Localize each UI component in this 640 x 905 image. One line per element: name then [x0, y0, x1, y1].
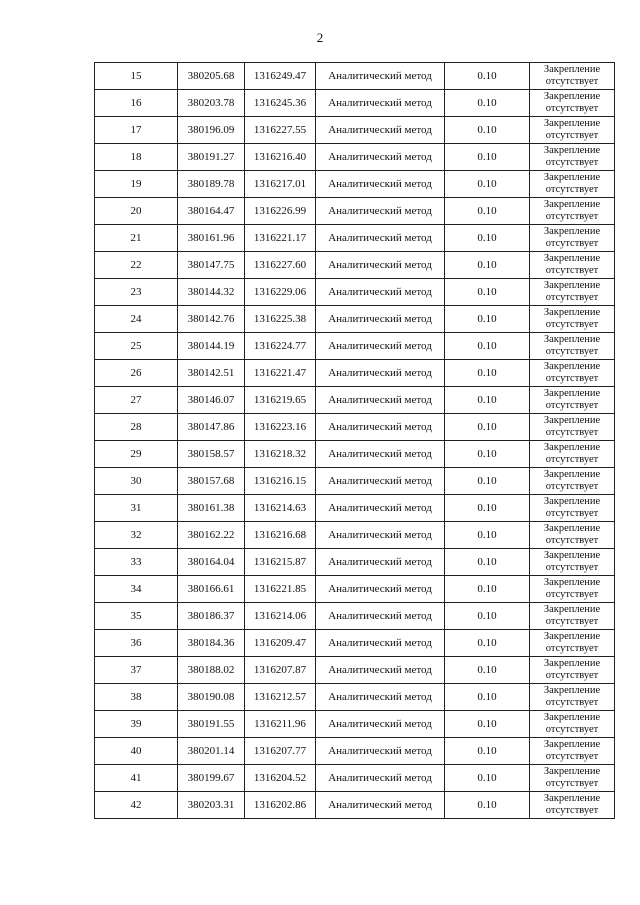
accuracy-cell: 0.10	[445, 279, 530, 306]
x-coordinate-cell: 380199.67	[178, 765, 245, 792]
method-cell: Аналитический метод	[316, 117, 445, 144]
accuracy-cell: 0.10	[445, 198, 530, 225]
table-row	[95, 711, 615, 738]
x-coordinate-cell: 380146.07	[178, 387, 245, 414]
point-number-cell: 17	[95, 117, 178, 144]
fixing-description-cell: Закрепление отсутствует	[530, 522, 615, 549]
method-cell: Аналитический метод	[316, 387, 445, 414]
method-cell: Аналитический метод	[316, 198, 445, 225]
fixing-description-cell: Закрепление отсутствует	[530, 738, 615, 765]
x-coordinate-cell: 380142.76	[178, 306, 245, 333]
accuracy-cell: 0.10	[445, 387, 530, 414]
accuracy-cell: 0.10	[445, 360, 530, 387]
fixing-description-cell: Закрепление отсутствует	[530, 90, 615, 117]
fixing-description-cell: Закрепление отсутствует	[530, 684, 615, 711]
y-coordinate-cell: 1316217.01	[245, 171, 316, 198]
table-row	[95, 414, 615, 441]
y-coordinate-cell: 1316221.85	[245, 576, 316, 603]
table-row	[95, 198, 615, 225]
accuracy-cell: 0.10	[445, 90, 530, 117]
point-number-cell: 26	[95, 360, 178, 387]
x-coordinate-cell: 380190.08	[178, 684, 245, 711]
fixing-description-cell: Закрепление отсутствует	[530, 252, 615, 279]
table-row	[95, 684, 615, 711]
accuracy-cell: 0.10	[445, 441, 530, 468]
accuracy-cell: 0.10	[445, 252, 530, 279]
method-cell: Аналитический метод	[316, 468, 445, 495]
x-coordinate-cell: 380161.38	[178, 495, 245, 522]
method-cell: Аналитический метод	[316, 144, 445, 171]
method-cell: Аналитический метод	[316, 738, 445, 765]
fixing-description-cell: Закрепление отсутствует	[530, 279, 615, 306]
y-coordinate-cell: 1316202.86	[245, 792, 316, 819]
y-coordinate-cell: 1316218.32	[245, 441, 316, 468]
fixing-description-cell: Закрепление отсутствует	[530, 225, 615, 252]
x-coordinate-cell: 380164.47	[178, 198, 245, 225]
method-cell: Аналитический метод	[316, 333, 445, 360]
accuracy-cell: 0.10	[445, 630, 530, 657]
accuracy-cell: 0.10	[445, 171, 530, 198]
table-row	[95, 387, 615, 414]
point-number-cell: 16	[95, 90, 178, 117]
method-cell: Аналитический метод	[316, 576, 445, 603]
point-number-cell: 29	[95, 441, 178, 468]
fixing-description-cell: Закрепление отсутствует	[530, 414, 615, 441]
fixing-description-cell: Закрепление отсутствует	[530, 603, 615, 630]
fixing-description-cell: Закрепление отсутствует	[530, 576, 615, 603]
table-row	[95, 279, 615, 306]
x-coordinate-cell: 380142.51	[178, 360, 245, 387]
fixing-description-cell: Закрепление отсутствует	[530, 171, 615, 198]
x-coordinate-cell: 380157.68	[178, 468, 245, 495]
point-number-cell: 36	[95, 630, 178, 657]
method-cell: Аналитический метод	[316, 765, 445, 792]
method-cell: Аналитический метод	[316, 792, 445, 819]
x-coordinate-cell: 380162.22	[178, 522, 245, 549]
point-number-cell: 30	[95, 468, 178, 495]
accuracy-cell: 0.10	[445, 468, 530, 495]
accuracy-cell: 0.10	[445, 144, 530, 171]
fixing-description-cell: Закрепление отсутствует	[530, 198, 615, 225]
y-coordinate-cell: 1316207.77	[245, 738, 316, 765]
fixing-description-cell: Закрепление отсутствует	[530, 387, 615, 414]
accuracy-cell: 0.10	[445, 684, 530, 711]
point-number-cell: 35	[95, 603, 178, 630]
point-number-cell: 42	[95, 792, 178, 819]
table-row	[95, 90, 615, 117]
point-number-cell: 28	[95, 414, 178, 441]
y-coordinate-cell: 1316223.16	[245, 414, 316, 441]
point-number-cell: 41	[95, 765, 178, 792]
table-row	[95, 360, 615, 387]
x-coordinate-cell: 380203.31	[178, 792, 245, 819]
method-cell: Аналитический метод	[316, 495, 445, 522]
y-coordinate-cell: 1316214.06	[245, 603, 316, 630]
x-coordinate-cell: 380144.32	[178, 279, 245, 306]
table-row	[95, 63, 615, 90]
method-cell: Аналитический метод	[316, 279, 445, 306]
accuracy-cell: 0.10	[445, 738, 530, 765]
y-coordinate-cell: 1316219.65	[245, 387, 316, 414]
accuracy-cell: 0.10	[445, 333, 530, 360]
table-row	[95, 765, 615, 792]
table-row	[95, 117, 615, 144]
accuracy-cell: 0.10	[445, 306, 530, 333]
fixing-description-cell: Закрепление отсутствует	[530, 792, 615, 819]
x-coordinate-cell: 380191.27	[178, 144, 245, 171]
x-coordinate-cell: 380158.57	[178, 441, 245, 468]
table-row	[95, 657, 615, 684]
method-cell: Аналитический метод	[316, 630, 445, 657]
table-row	[95, 171, 615, 198]
x-coordinate-cell: 380147.86	[178, 414, 245, 441]
table-row	[95, 603, 615, 630]
accuracy-cell: 0.10	[445, 63, 530, 90]
accuracy-cell: 0.10	[445, 657, 530, 684]
point-number-cell: 19	[95, 171, 178, 198]
fixing-description-cell: Закрепление отсутствует	[530, 117, 615, 144]
fixing-description-cell: Закрепление отсутствует	[530, 711, 615, 738]
method-cell: Аналитический метод	[316, 414, 445, 441]
page-number: 2	[316, 30, 324, 45]
accuracy-cell: 0.10	[445, 603, 530, 630]
method-cell: Аналитический метод	[316, 306, 445, 333]
method-cell: Аналитический метод	[316, 549, 445, 576]
method-cell: Аналитический метод	[316, 441, 445, 468]
y-coordinate-cell: 1316214.63	[245, 495, 316, 522]
point-number-cell: 24	[95, 306, 178, 333]
x-coordinate-cell: 380205.68	[178, 63, 245, 90]
fixing-description-cell: Закрепление отсутствует	[530, 549, 615, 576]
y-coordinate-cell: 1316229.06	[245, 279, 316, 306]
fixing-description-cell: Закрепление отсутствует	[530, 468, 615, 495]
accuracy-cell: 0.10	[445, 522, 530, 549]
table-row	[95, 495, 615, 522]
method-cell: Аналитический метод	[316, 684, 445, 711]
table-row	[95, 792, 615, 819]
method-cell: Аналитический метод	[316, 63, 445, 90]
table-row	[95, 225, 615, 252]
y-coordinate-cell: 1316227.55	[245, 117, 316, 144]
point-number-cell: 15	[95, 63, 178, 90]
accuracy-cell: 0.10	[445, 765, 530, 792]
fixing-description-cell: Закрепление отсутствует	[530, 333, 615, 360]
x-coordinate-cell: 380189.78	[178, 171, 245, 198]
x-coordinate-cell: 380196.09	[178, 117, 245, 144]
table-row	[95, 144, 615, 171]
point-number-cell: 22	[95, 252, 178, 279]
y-coordinate-cell: 1316207.87	[245, 657, 316, 684]
accuracy-cell: 0.10	[445, 792, 530, 819]
table-row	[95, 738, 615, 765]
y-coordinate-cell: 1316216.40	[245, 144, 316, 171]
y-coordinate-cell: 1316224.77	[245, 333, 316, 360]
fixing-description-cell: Закрепление отсутствует	[530, 495, 615, 522]
accuracy-cell: 0.10	[445, 549, 530, 576]
point-number-cell: 31	[95, 495, 178, 522]
accuracy-cell: 0.10	[445, 711, 530, 738]
table-row	[95, 252, 615, 279]
fixing-description-cell: Закрепление отсутствует	[530, 144, 615, 171]
point-number-cell: 27	[95, 387, 178, 414]
fixing-description-cell: Закрепление отсутствует	[530, 306, 615, 333]
y-coordinate-cell: 1316226.99	[245, 198, 316, 225]
point-number-cell: 39	[95, 711, 178, 738]
x-coordinate-cell: 380186.37	[178, 603, 245, 630]
y-coordinate-cell: 1316211.96	[245, 711, 316, 738]
table-row	[95, 630, 615, 657]
boundary-points-table	[94, 62, 615, 819]
point-number-cell: 18	[95, 144, 178, 171]
x-coordinate-cell: 380161.96	[178, 225, 245, 252]
table-row	[95, 441, 615, 468]
y-coordinate-cell: 1316212.57	[245, 684, 316, 711]
method-cell: Аналитический метод	[316, 90, 445, 117]
table-row	[95, 306, 615, 333]
x-coordinate-cell: 380201.14	[178, 738, 245, 765]
point-number-cell: 25	[95, 333, 178, 360]
fixing-description-cell: Закрепление отсутствует	[530, 765, 615, 792]
x-coordinate-cell: 380164.04	[178, 549, 245, 576]
fixing-description-cell: Закрепление отсутствует	[530, 360, 615, 387]
accuracy-cell: 0.10	[445, 117, 530, 144]
y-coordinate-cell: 1316245.36	[245, 90, 316, 117]
point-number-cell: 33	[95, 549, 178, 576]
accuracy-cell: 0.10	[445, 225, 530, 252]
point-number-cell: 38	[95, 684, 178, 711]
method-cell: Аналитический метод	[316, 657, 445, 684]
method-cell: Аналитический метод	[316, 225, 445, 252]
point-number-cell: 23	[95, 279, 178, 306]
point-number-cell: 37	[95, 657, 178, 684]
method-cell: Аналитический метод	[316, 603, 445, 630]
table-row	[95, 549, 615, 576]
x-coordinate-cell: 380188.02	[178, 657, 245, 684]
method-cell: Аналитический метод	[316, 522, 445, 549]
fixing-description-cell: Закрепление отсутствует	[530, 63, 615, 90]
point-number-cell: 20	[95, 198, 178, 225]
method-cell: Аналитический метод	[316, 252, 445, 279]
table-row	[95, 333, 615, 360]
fixing-description-cell: Закрепление отсутствует	[530, 630, 615, 657]
y-coordinate-cell: 1316216.15	[245, 468, 316, 495]
x-coordinate-cell: 380184.36	[178, 630, 245, 657]
x-coordinate-cell: 380203.78	[178, 90, 245, 117]
y-coordinate-cell: 1316204.52	[245, 765, 316, 792]
accuracy-cell: 0.10	[445, 495, 530, 522]
table-row	[95, 576, 615, 603]
point-number-cell: 34	[95, 576, 178, 603]
point-number-cell: 32	[95, 522, 178, 549]
fixing-description-cell: Закрепление отсутствует	[530, 657, 615, 684]
method-cell: Аналитический метод	[316, 711, 445, 738]
y-coordinate-cell: 1316227.60	[245, 252, 316, 279]
point-number-cell: 21	[95, 225, 178, 252]
table-row	[95, 468, 615, 495]
fixing-description-cell: Закрепление отсутствует	[530, 441, 615, 468]
x-coordinate-cell: 380144.19	[178, 333, 245, 360]
y-coordinate-cell: 1316221.17	[245, 225, 316, 252]
y-coordinate-cell: 1316215.87	[245, 549, 316, 576]
x-coordinate-cell: 380191.55	[178, 711, 245, 738]
y-coordinate-cell: 1316216.68	[245, 522, 316, 549]
y-coordinate-cell: 1316209.47	[245, 630, 316, 657]
method-cell: Аналитический метод	[316, 171, 445, 198]
table-body	[95, 63, 615, 819]
x-coordinate-cell: 380166.61	[178, 576, 245, 603]
accuracy-cell: 0.10	[445, 414, 530, 441]
y-coordinate-cell: 1316221.47	[245, 360, 316, 387]
method-cell: Аналитический метод	[316, 360, 445, 387]
accuracy-cell: 0.10	[445, 576, 530, 603]
x-coordinate-cell: 380147.75	[178, 252, 245, 279]
y-coordinate-cell: 1316225.38	[245, 306, 316, 333]
y-coordinate-cell: 1316249.47	[245, 63, 316, 90]
point-number-cell: 40	[95, 738, 178, 765]
table-row	[95, 522, 615, 549]
